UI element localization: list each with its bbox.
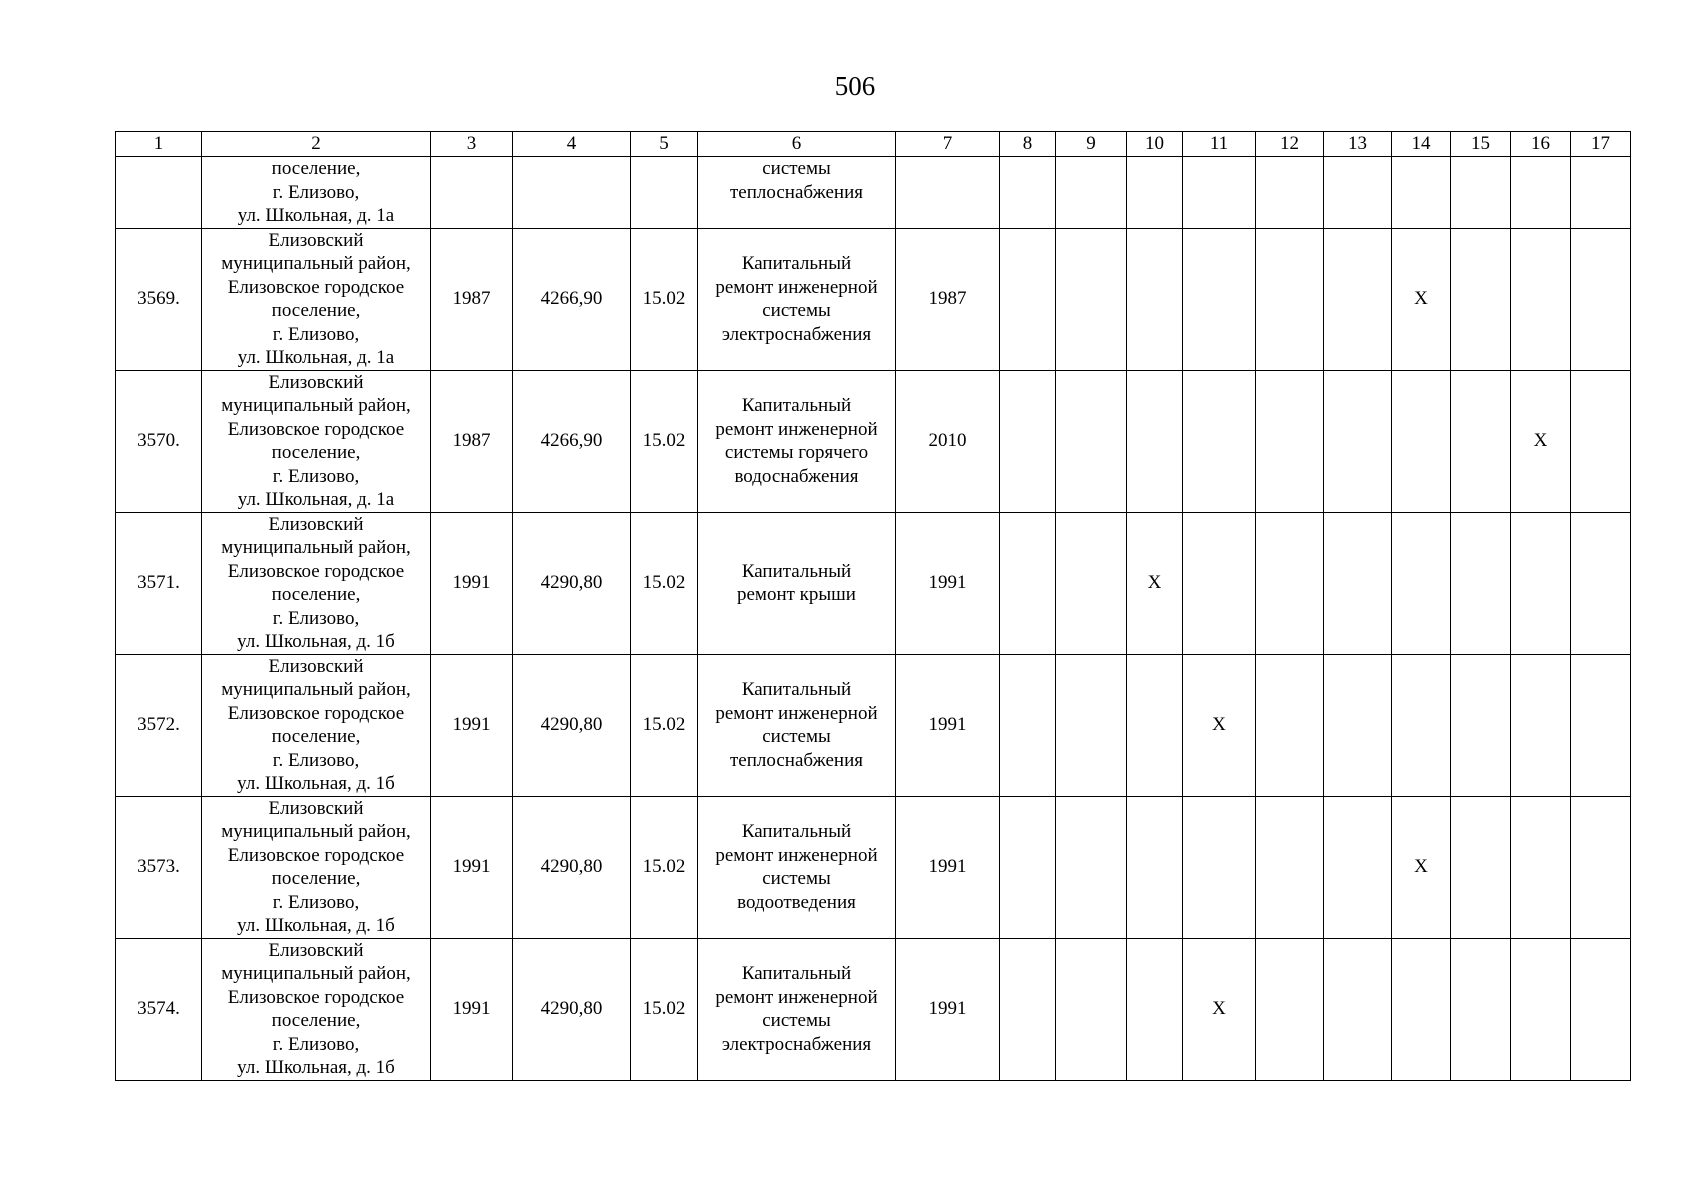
mark-cell <box>1511 938 1571 1080</box>
column-header: 7 <box>896 132 1000 157</box>
page-number: 506 <box>834 71 876 101</box>
repair-year-cell: 1991 <box>896 796 1000 938</box>
area-cell: 4266,90 <box>513 370 631 512</box>
mark-cell <box>1256 157 1324 229</box>
mark-cell <box>1451 512 1511 654</box>
work-type-cell: Капитальный ремонт инженерной системы электроснабжения <box>698 938 896 1080</box>
address-cell: Елизовский муниципальный район, Елизовское городское поселение, г. Елизово, ул. Школьная, д. 1б <box>202 512 431 654</box>
column-header: 15 <box>1451 132 1511 157</box>
address-cell: Елизовский муниципальный район, Елизовское городское поселение, г. Елизово, ул. Школьная, д. 1б <box>202 796 431 938</box>
mark-cell <box>1451 157 1511 229</box>
table-row <box>116 796 1631 938</box>
mark-cell <box>1511 157 1571 229</box>
mark-cell <box>1000 370 1056 512</box>
mark-cell <box>1571 938 1631 1080</box>
mark-cell <box>1392 938 1451 1080</box>
mark-cell <box>1127 370 1183 512</box>
year-built-cell: 1987 <box>431 370 513 512</box>
column-header: 6 <box>698 132 896 157</box>
mark-cell: X <box>1127 512 1183 654</box>
address-cell: поселение, г. Елизово, ул. Школьная, д. 1а <box>202 157 431 229</box>
repair-year-cell: 2010 <box>896 370 1000 512</box>
mark-cell <box>1127 157 1183 229</box>
repair-year-cell: 1991 <box>896 938 1000 1080</box>
mark-cell <box>1000 654 1056 796</box>
table-row <box>116 938 1631 1080</box>
column-number-row <box>116 132 1631 157</box>
mark-cell <box>1451 938 1511 1080</box>
mark-cell <box>1000 512 1056 654</box>
mark-cell <box>1183 796 1256 938</box>
area-cell <box>513 157 631 229</box>
row-number <box>116 157 202 229</box>
mark-cell <box>1127 228 1183 370</box>
column-header: 5 <box>631 132 698 157</box>
column-header: 3 <box>431 132 513 157</box>
row-number: 3569. <box>116 228 202 370</box>
repair-year-cell <box>896 157 1000 229</box>
mark-cell <box>1056 938 1127 1080</box>
work-type-cell: Капитальный ремонт инженерной системы водоотведения <box>698 796 896 938</box>
mark-cell <box>1056 157 1127 229</box>
code-cell: 15.02 <box>631 654 698 796</box>
mark-cell <box>1000 157 1056 229</box>
year-built-cell: 1987 <box>431 228 513 370</box>
year-built-cell: 1991 <box>431 654 513 796</box>
mark-cell <box>1256 228 1324 370</box>
mark-cell <box>1324 938 1392 1080</box>
work-type-cell: Капитальный ремонт инженерной системы теплоснабжения <box>698 654 896 796</box>
mark-cell <box>1256 654 1324 796</box>
mark-cell <box>1571 796 1631 938</box>
mark-cell <box>1324 654 1392 796</box>
mark-cell <box>1451 796 1511 938</box>
area-cell: 4290,80 <box>513 796 631 938</box>
mark-cell <box>1000 228 1056 370</box>
mark-cell <box>1256 512 1324 654</box>
table-row <box>116 228 1631 370</box>
mark-cell <box>1056 370 1127 512</box>
capital-repair-table <box>115 131 1631 1081</box>
mark-cell <box>1324 228 1392 370</box>
mark-cell <box>1324 512 1392 654</box>
row-number: 3570. <box>116 370 202 512</box>
year-built-cell: 1991 <box>431 512 513 654</box>
year-built-cell: 1991 <box>431 796 513 938</box>
mark-cell <box>1056 512 1127 654</box>
column-header: 12 <box>1256 132 1324 157</box>
mark-cell <box>1056 228 1127 370</box>
work-type-cell: Капитальный ремонт инженерной системы электроснабжения <box>698 228 896 370</box>
row-number: 3573. <box>116 796 202 938</box>
work-type-cell: Капитальный ремонт крыши <box>698 512 896 654</box>
column-header: 16 <box>1511 132 1571 157</box>
mark-cell <box>1183 370 1256 512</box>
mark-cell <box>1511 512 1571 654</box>
mark-cell <box>1451 370 1511 512</box>
mark-cell <box>1392 512 1451 654</box>
code-cell: 15.02 <box>631 938 698 1080</box>
mark-cell <box>1324 370 1392 512</box>
column-header: 10 <box>1127 132 1183 157</box>
repair-year-cell: 1991 <box>896 512 1000 654</box>
table-row <box>116 654 1631 796</box>
mark-cell <box>1392 157 1451 229</box>
column-header: 1 <box>116 132 202 157</box>
code-cell: 15.02 <box>631 370 698 512</box>
mark-cell <box>1571 370 1631 512</box>
mark-cell <box>1183 512 1256 654</box>
repair-year-cell: 1987 <box>896 228 1000 370</box>
year-built-cell: 1991 <box>431 938 513 1080</box>
mark-cell <box>1256 938 1324 1080</box>
column-header: 8 <box>1000 132 1056 157</box>
mark-cell: X <box>1183 654 1256 796</box>
mark-cell <box>1571 654 1631 796</box>
work-type-cell: системы теплоснабжения <box>698 157 896 229</box>
mark-cell <box>1256 370 1324 512</box>
mark-cell <box>1511 654 1571 796</box>
repair-year-cell: 1991 <box>896 654 1000 796</box>
mark-cell <box>1571 228 1631 370</box>
mark-cell <box>1392 654 1451 796</box>
column-header: 4 <box>513 132 631 157</box>
mark-cell <box>1183 228 1256 370</box>
year-built-cell <box>431 157 513 229</box>
mark-cell <box>1127 654 1183 796</box>
table-row <box>116 370 1631 512</box>
work-type-cell: Капитальный ремонт инженерной системы горячего водоснабжения <box>698 370 896 512</box>
mark-cell <box>1511 796 1571 938</box>
address-cell: Елизовский муниципальный район, Елизовское городское поселение, г. Елизово, ул. Школьная, д. 1б <box>202 654 431 796</box>
code-cell: 15.02 <box>631 228 698 370</box>
area-cell: 4290,80 <box>513 938 631 1080</box>
mark-cell <box>1256 796 1324 938</box>
table-row <box>116 157 1631 229</box>
column-header: 9 <box>1056 132 1127 157</box>
mark-cell: X <box>1392 228 1451 370</box>
area-cell: 4290,80 <box>513 512 631 654</box>
mark-cell <box>1451 654 1511 796</box>
code-cell: 15.02 <box>631 512 698 654</box>
area-cell: 4266,90 <box>513 228 631 370</box>
row-number: 3572. <box>116 654 202 796</box>
mark-cell <box>1511 228 1571 370</box>
mark-cell <box>1183 157 1256 229</box>
mark-cell: X <box>1511 370 1571 512</box>
mark-cell <box>1127 796 1183 938</box>
column-header: 2 <box>202 132 431 157</box>
mark-cell <box>1451 228 1511 370</box>
row-number: 3574. <box>116 938 202 1080</box>
code-cell: 15.02 <box>631 796 698 938</box>
column-header: 17 <box>1571 132 1631 157</box>
mark-cell <box>1571 157 1631 229</box>
code-cell <box>631 157 698 229</box>
mark-cell <box>1127 938 1183 1080</box>
mark-cell <box>1392 370 1451 512</box>
mark-cell <box>1056 796 1127 938</box>
table-row <box>116 512 1631 654</box>
address-cell: Елизовский муниципальный район, Елизовское городское поселение, г. Елизово, ул. Школьная, д. 1б <box>202 938 431 1080</box>
mark-cell: X <box>1183 938 1256 1080</box>
mark-cell <box>1000 796 1056 938</box>
mark-cell: X <box>1392 796 1451 938</box>
column-header: 13 <box>1324 132 1392 157</box>
mark-cell <box>1056 654 1127 796</box>
column-header: 11 <box>1183 132 1256 157</box>
mark-cell <box>1571 512 1631 654</box>
address-cell: Елизовский муниципальный район, Елизовское городское поселение, г. Елизово, ул. Школьная, д. 1а <box>202 370 431 512</box>
address-cell: Елизовский муниципальный район, Елизовское городское поселение, г. Елизово, ул. Школьная, д. 1а <box>202 228 431 370</box>
mark-cell <box>1000 938 1056 1080</box>
mark-cell <box>1324 796 1392 938</box>
column-header: 14 <box>1392 132 1451 157</box>
area-cell: 4290,80 <box>513 654 631 796</box>
row-number: 3571. <box>116 512 202 654</box>
mark-cell <box>1324 157 1392 229</box>
